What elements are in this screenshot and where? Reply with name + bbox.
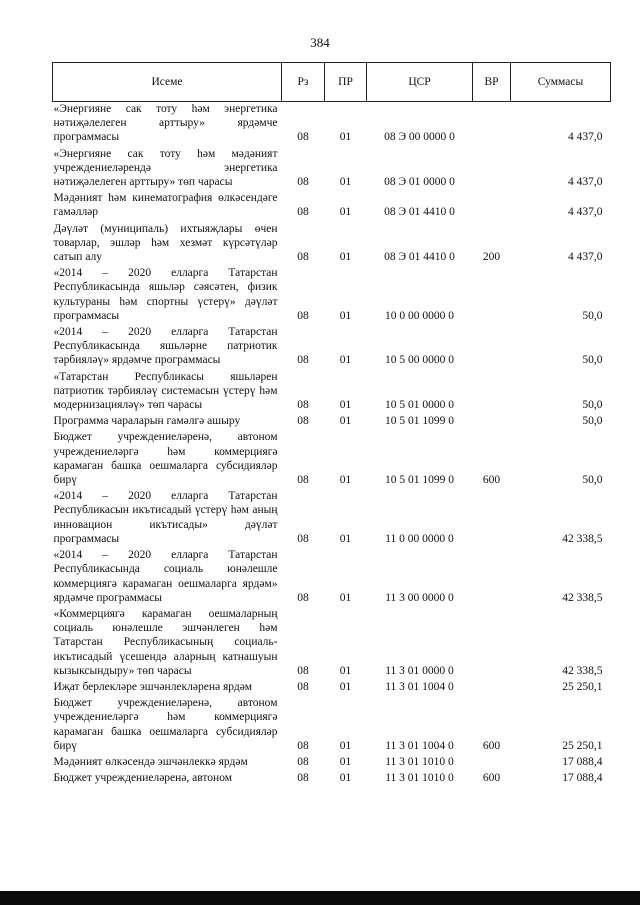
cell-csr: 11 3 01 1010 0 xyxy=(385,772,454,785)
cell-sum: 42 338,5 xyxy=(562,532,603,545)
cell-rz: 08 xyxy=(297,772,309,785)
cell-rz: 08 xyxy=(297,251,309,264)
cell-csr: 08 Э 01 0000 0 xyxy=(384,176,455,189)
table-row xyxy=(53,548,611,607)
col-header-csr: ЦСР xyxy=(367,63,473,102)
cell-name: Дәүләт (муниципаль) ихтыяҗлары өчен товарлар, эшләр һәм хезмәт күрсәтүләр сатып алу xyxy=(53,222,278,264)
cell-pr: 01 xyxy=(339,755,352,768)
cell-name: «Энергияне сак тоту һәм энергетика нәтиҗәлелеген арттыру» ярдәмче программасы xyxy=(53,103,278,144)
cell-csr: 11 0 00 0000 0 xyxy=(385,532,454,545)
cell-csr: 10 0 00 0000 0 xyxy=(385,309,454,322)
col-header-vr: ВР xyxy=(473,63,511,102)
cell-rz: 08 xyxy=(297,755,309,768)
table-row xyxy=(53,696,611,755)
table-row xyxy=(53,680,611,696)
cell-sum: 50,0 xyxy=(582,354,603,367)
cell-pr: 01 xyxy=(339,664,352,677)
scan-edge-bar xyxy=(0,891,640,905)
cell-csr: 11 3 01 1010 0 xyxy=(385,755,454,768)
cell-sum: 4 437,0 xyxy=(568,131,603,144)
table-row xyxy=(53,325,611,370)
cell-name: Бюджет учреждениеләренә, автоном учреждениеләргә һәм коммерциягә карамаган башка оешмаларга субсидияләр бирү xyxy=(53,697,278,752)
cell-vr: 200 xyxy=(482,251,501,264)
cell-rz: 08 xyxy=(297,591,309,604)
cell-sum: 25 250,1 xyxy=(562,680,603,693)
table-row xyxy=(53,222,611,267)
cell-vr xyxy=(473,548,511,607)
cell-pr: 01 xyxy=(339,415,352,428)
cell-sum: 4 437,0 xyxy=(568,251,603,264)
cell-pr: 01 xyxy=(339,680,352,693)
cell-vr xyxy=(473,755,511,771)
cell-sum: 4 437,0 xyxy=(568,176,603,189)
cell-vr xyxy=(473,102,511,147)
table-body xyxy=(53,102,611,788)
table-row xyxy=(53,489,611,548)
cell-rz: 08 xyxy=(297,131,309,144)
page-number: 384 xyxy=(310,35,330,50)
cell-vr xyxy=(473,370,511,415)
cell-sum: 17 088,4 xyxy=(562,755,603,768)
cell-vr xyxy=(473,489,511,548)
budget-table xyxy=(52,62,611,787)
cell-sum: 50,0 xyxy=(582,399,603,412)
cell-name: Мәдәният һәм кинематография өлкәсендәге гамәлләр xyxy=(53,192,278,219)
cell-name: Иҗат берлекләре эшчәнлекләренә ярдәм xyxy=(53,680,253,693)
cell-name: «2014 – 2020 елларга Татарстан Республикасын икътисадый үстерү һәм аның инновацион икътисады» дәүләт программасы xyxy=(53,490,278,545)
cell-pr: 01 xyxy=(339,251,352,264)
cell-vr xyxy=(473,266,511,325)
cell-name: Программа чараларын гамәлгә ашыру xyxy=(53,415,241,428)
cell-sum: 50,0 xyxy=(582,474,603,487)
cell-sum: 4 437,0 xyxy=(568,206,603,219)
cell-pr: 01 xyxy=(339,591,352,604)
cell-vr xyxy=(473,680,511,696)
cell-pr: 01 xyxy=(339,206,352,219)
cell-rz: 08 xyxy=(297,399,309,412)
cell-sum: 50,0 xyxy=(582,415,603,428)
cell-vr: 600 xyxy=(482,772,501,785)
cell-name: «Коммерциягә карамаган оешмаларның социаль юнәлешле эшчәнлеген һәм Татарстан Республикасының социаль-икътисадый үсешендә аларның катнашуын кызыксындыру» төп чарасы xyxy=(53,607,278,677)
cell-rz: 08 xyxy=(297,415,309,428)
cell-csr: 08 Э 01 4410 0 xyxy=(384,206,455,219)
cell-name: Бюджет учреждениеләренә, автоном учреждениеләргә һәм коммерциягә карамаган башка оешмаларга субсидияләр бирү xyxy=(53,431,278,487)
table-row xyxy=(53,771,611,787)
table-row xyxy=(53,755,611,771)
cell-pr: 01 xyxy=(339,131,352,144)
cell-csr: 08 Э 00 0000 0 xyxy=(384,131,455,144)
cell-csr: 11 3 01 1004 0 xyxy=(385,739,454,752)
cell-rz: 08 xyxy=(297,354,309,367)
cell-rz: 08 xyxy=(297,206,309,219)
table-row xyxy=(53,607,611,680)
cell-csr: 11 3 01 1004 0 xyxy=(385,680,454,693)
cell-vr: 600 xyxy=(482,739,501,752)
table-row xyxy=(53,147,611,192)
cell-pr: 01 xyxy=(339,399,352,412)
col-header-name: Исеме xyxy=(53,63,282,102)
cell-pr: 01 xyxy=(339,772,352,785)
cell-csr: 11 3 01 0000 0 xyxy=(385,664,454,677)
col-header-pr: ПР xyxy=(325,63,367,102)
cell-sum: 17 088,4 xyxy=(562,772,603,785)
cell-sum: 42 338,5 xyxy=(562,591,603,604)
cell-pr: 01 xyxy=(339,176,352,189)
col-header-sum: Суммасы xyxy=(511,63,611,102)
cell-name: «2014 – 2020 елларга Татарстан Республикасында яшьләр сәясәтен, физик культураны һәм спортны үстерү» дәүләт программасы xyxy=(53,267,278,322)
cell-rz: 08 xyxy=(297,532,309,545)
cell-csr: 10 5 01 0000 0 xyxy=(385,399,454,412)
cell-vr xyxy=(473,607,511,680)
cell-vr xyxy=(473,147,511,192)
cell-name: Бюджет учреждениеләренә, автоном xyxy=(53,772,233,785)
cell-csr: 10 5 01 1099 0 xyxy=(385,415,454,428)
cell-pr: 01 xyxy=(339,474,352,487)
cell-vr xyxy=(473,414,511,430)
cell-csr: 10 5 01 1099 0 xyxy=(385,474,454,487)
cell-vr xyxy=(473,191,511,221)
cell-name: «2014 – 2020 елларга Татарстан Республикасында яшьләрне патриотик тәрбияләү» ярдәмче программасы xyxy=(53,326,278,367)
table-header-row xyxy=(53,63,611,102)
cell-name: «Татарстан Республикасы яшьләрен патриотик тәрбияләү системасын үстерү һәм модернизацияләү» төп чарасы xyxy=(53,370,278,412)
table-row xyxy=(53,191,611,221)
table-row xyxy=(53,414,611,430)
cell-pr: 01 xyxy=(339,309,352,322)
cell-csr: 11 3 00 0000 0 xyxy=(385,591,454,604)
col-header-rz: Рз xyxy=(282,63,325,102)
cell-rz: 08 xyxy=(297,739,309,752)
cell-sum: 25 250,1 xyxy=(562,739,603,752)
cell-pr: 01 xyxy=(339,532,352,545)
cell-rz: 08 xyxy=(297,309,309,322)
table-row xyxy=(53,430,611,489)
cell-pr: 01 xyxy=(339,354,352,367)
cell-rz: 08 xyxy=(297,680,309,693)
cell-sum: 50,0 xyxy=(582,309,603,322)
table-row xyxy=(53,370,611,415)
cell-rz: 08 xyxy=(297,664,309,677)
cell-name: «Энергияне сак тоту һәм мәдәният учреждениеләрендә энергетика нәтиҗәлелеген арттыру» төп чарасы xyxy=(53,147,278,189)
cell-csr: 10 5 00 0000 0 xyxy=(385,354,454,367)
cell-pr: 01 xyxy=(339,739,352,752)
cell-vr xyxy=(473,325,511,370)
cell-vr: 600 xyxy=(482,474,501,487)
cell-sum: 42 338,5 xyxy=(562,664,603,677)
cell-name: Мәдәният өлкәсендә эшчәнлеккә ярдәм xyxy=(53,755,248,768)
cell-name: «2014 – 2020 елларга Татарстан Республикасында социаль юнәлешле коммерциягә карамаган оешмаларга ярдәм» ярдәмче программасы xyxy=(53,549,278,604)
cell-rz: 08 xyxy=(297,176,309,189)
table-row xyxy=(53,102,611,147)
cell-rz: 08 xyxy=(297,474,309,487)
table-row xyxy=(53,266,611,325)
cell-csr: 08 Э 01 4410 0 xyxy=(384,251,455,264)
